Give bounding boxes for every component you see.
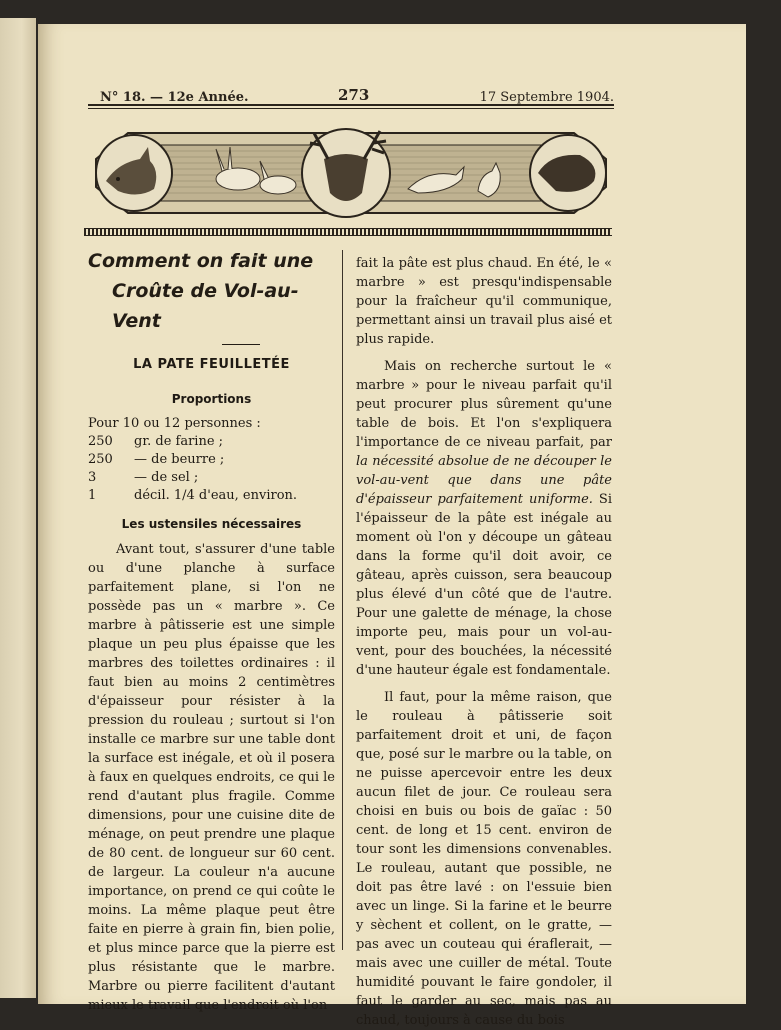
book-page bbox=[38, 24, 746, 1028]
right-column bbox=[356, 254, 612, 1030]
title-line-1: Comment on fait une bbox=[88, 250, 314, 272]
paragraph-continuation: fait la pâte est plus chaud. En été, le « marbre » est presqu'indispensable pour la fraîcheur qu'il communique, permettant ainsi un travail plus aisé et plus rapide. bbox=[356, 256, 613, 347]
issue-date: 17 Septembre 1904. bbox=[479, 90, 614, 105]
banner-illustration bbox=[88, 119, 614, 227]
title-line-2: Croûte de Vol-au-Vent bbox=[112, 280, 299, 332]
proportion-line: 3 — de sel ; bbox=[88, 470, 199, 485]
paragraph-marbre: Avant tout, s'assurer d'une table ou d'une planche à surface parfaitement plane, si l'on ne possède pas un « marbre ». Ce marbre à pâtisserie est une simple plaque un peu plus épaisse que les marbres des toilettes ordinaires : il faut bien au moins 2 centimètres d'épaisseur pour résister à la pression du rouleau ; surtout si l'on installe ce marbre sur une table dont la surface est inégale, et où il posera à faux en quelques endroits, ce qui le rend d'autant plus fragile. Comme dimensions, pour une cuisine dite de ménage, on peut prendre une plaque de 80 cent. de longueur sur 60 cent. de largeur. La couleur n'a aucune importance, on prend ce qui coûte le moins. La même plaque peut être faite en pierre à grain fin, bien polie, et plus mince parce que la pierre est plus résistante que le marbre. Marbre ou pierre facilitent d'autant mieux le travail que l'endroit où l'on bbox=[88, 542, 335, 1013]
article-title bbox=[88, 246, 335, 336]
ornamental-rule bbox=[84, 228, 612, 236]
article-subtitle: LA PATE FEUILLETÉE bbox=[133, 357, 290, 372]
page-number: 273 bbox=[338, 86, 370, 104]
left-column bbox=[88, 246, 335, 1015]
header-rule bbox=[88, 104, 614, 109]
proportion-line: 1 décil. 1/4 d'eau, environ. bbox=[88, 488, 298, 503]
issue-number: N° 18. — 12e Année. bbox=[100, 90, 249, 105]
running-header bbox=[100, 86, 614, 116]
proportion-line: 250 gr. de farine ; bbox=[88, 434, 224, 449]
proportions-heading: Proportions bbox=[171, 392, 252, 406]
boar-medallion bbox=[530, 135, 606, 211]
emphasis-text: la nécessité absolue de ne découper le vol-au-vent que dans une pâte d'épaisseur parfaitement uniforme. bbox=[356, 454, 612, 507]
proportion-line: Pour 10 ou 12 personnes : bbox=[88, 416, 261, 431]
facing-page-edge bbox=[0, 18, 36, 998]
title-rule bbox=[222, 344, 260, 345]
paragraph-niveau: Mais on recherche surtout le « marbre » pour le niveau parfait qu'il peut procurer plus sûrement qu'une table de bois. Et l'on s'expliquera l'importance de ce niveau parfait, par la nécessité absolue de ne découper le vol-au-vent que dans une pâte d'épaisseur parfaitement uniforme. Si l'épaisseur de la pâte est inégale au moment où l'on y découpe un gâteau dans la forme qu'il doit avoir, ce gâteau, après cuisson, sera beaucoup plus élevé d'un côté que de l'autre. Pour une galette de ménage, la chose importe peu, mais pour un vol-au-vent, pour des bouchées, la nécessité d'une hauteur égale est fondamentale. bbox=[356, 359, 612, 678]
roe-deer-medallion bbox=[96, 135, 172, 211]
ustensiles-heading: Les ustensiles nécessaires bbox=[121, 517, 302, 531]
paragraph-rouleau: Il faut, pour la même raison, que le rouleau à pâtisserie soit parfaitement droit et uni, de façon que, posé sur le marbre ou la table, on ne puisse apercevoir entre les deux aucun filet de jour. Ce rouleau sera choisi en buis ou bois de gaïac : 50 cent. de long et 15 cent. environ de tour sont les dimensions convenables. Le rouleau, autant que possible, ne doit pas être lavé : on l'essuie bien avec un linge. Si la farine et le beurre y sèchent et collent, on le gratte, — pas avec un couteau qui éraflerait, — mais avec une cuiller de métal. Toute humidité pouvant le faire gondoler, il faut le garder au sec, mais pas au chaud, toujours à cause du bois bbox=[356, 690, 612, 1028]
proportions-list bbox=[88, 415, 335, 505]
column-divider bbox=[342, 250, 343, 950]
proportion-line: 250 — de beurre ; bbox=[88, 452, 225, 467]
game-animals-banner bbox=[88, 119, 614, 227]
stag-medallion bbox=[302, 129, 390, 217]
